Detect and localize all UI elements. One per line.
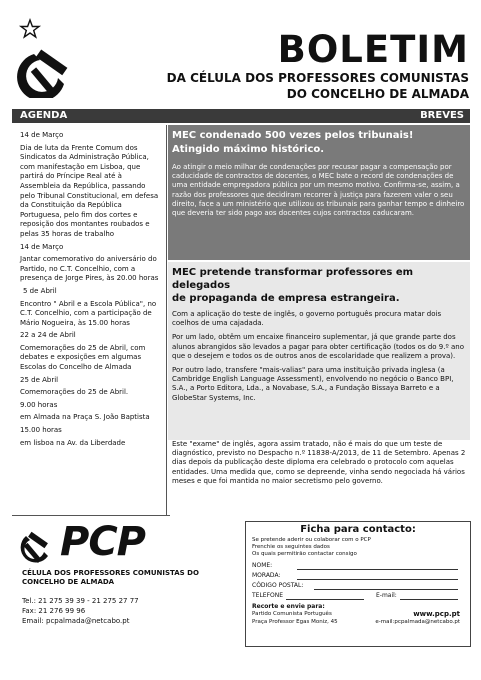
email-text: Email: pcpalmada@netcabo.pt xyxy=(22,617,130,625)
phone-line[interactable] xyxy=(286,599,364,600)
party-name: Partido Comunista Português xyxy=(252,611,332,617)
email-label: E-mail: xyxy=(376,592,397,599)
cell-name xyxy=(22,569,199,587)
form-option-1: Se pretende aderir ou colaborar com o PCP xyxy=(252,537,371,543)
agenda-text: Jantar comemorativo do aniversário do Partido, no C.T. Concelhio, com a presença de Jorge Pires, às 20.00 horas xyxy=(20,255,159,283)
agenda-date: 25 de Abril xyxy=(20,375,59,384)
cell-name-line1: CÉLULA DOS PROFESSORES COMUNISTAS DO xyxy=(22,569,199,577)
name-label: NOME: xyxy=(252,562,273,569)
agenda-date: 14 de Março xyxy=(20,242,64,251)
hammer-sickle-star-logo xyxy=(14,18,76,98)
breve-box-1 xyxy=(168,125,470,260)
divider xyxy=(12,515,170,516)
agenda-date: 9.00 horas xyxy=(20,400,58,409)
address-label: MORADA: xyxy=(252,572,281,579)
agenda-item xyxy=(20,243,162,284)
agenda-date: 5 de Abril xyxy=(23,286,57,295)
breve2-paragraph: Por outro lado, transfere "mais-valias" para uma instituição privada inglesa (a Cambridge English Language Assessment), envolvendo no negócio o Banco BPI, S.A., a Porto Editora, Lda., a Novabase, S.A., a Fundação Bissaya Barreto e a GlobeStar Systems, Inc. xyxy=(172,366,454,402)
address-line[interactable] xyxy=(297,579,458,580)
breve2-paragraph: Por um lado, obtêm um encaixe financeiro suplementar, já que grande parte dos alunos abrangidos são levados a pagar para obter certificação (todos os do 9.º ano que o desejem e todos os de outros anos de escolaridade que realizem a prova). xyxy=(172,333,464,360)
agenda-text: Comemorações do 25 de Abril. xyxy=(20,388,129,397)
breve2-headline1: MEC pretende transformar professores em delegados xyxy=(172,267,414,291)
postal-code-label: CÓDIGO POSTAL: xyxy=(252,582,304,589)
breve-box-2-continued xyxy=(168,440,470,520)
pcp-logo-text: PCP xyxy=(60,519,145,565)
agenda-item xyxy=(20,401,162,423)
breve1-headline1: MEC condenado 500 vezes pelos tribunais! xyxy=(172,130,414,141)
agenda-text: em lisboa na Av. da Liberdade xyxy=(20,438,126,447)
breve2-headline2: de propaganda de empresa estrangeira. xyxy=(172,293,400,304)
agenda-text: Comemorações do 25 de Abril, com debates e exposições em algumas Escolas do Concelho de Almada xyxy=(20,343,146,372)
postal-code-field[interactable] xyxy=(252,581,464,591)
name-line[interactable] xyxy=(297,569,458,570)
agenda-date: 22 a 24 de Abril xyxy=(20,331,76,340)
section-bar xyxy=(12,109,470,123)
newsletter-subtitle-line1: DA CÉLULA DOS PROFESSORES COMUNISTAS xyxy=(166,71,469,85)
breve2-paragraph: Este "exame" de inglês, agora assim tratado, não é mais do que um teste de diagnóstico, previsto no Despacho n.º 11838-A/2013, de 11 de Setembro. Apenas 2 dias depois da publicação deste diploma era celebrado o protocolo com aquelas entidades. Uma medida que, como se depreende, vinha sendo negociada há vários meses e que foi mantida no maior secretismo pelo governo. xyxy=(172,440,466,485)
agenda-item xyxy=(20,287,162,328)
address-line2 xyxy=(252,618,464,626)
hammer-sickle-icon xyxy=(20,524,56,566)
address-line1 xyxy=(252,610,464,618)
agenda-item xyxy=(20,376,162,398)
address-field[interactable] xyxy=(252,571,464,581)
form-option-2: Frenchie os seguintes dados xyxy=(252,544,330,550)
postal-code-line[interactable] xyxy=(314,589,458,590)
phone-email-field[interactable] xyxy=(252,591,464,601)
email-line[interactable] xyxy=(400,599,458,600)
agenda-item xyxy=(20,426,162,448)
phone-label: TELEFONE xyxy=(252,592,284,599)
breve1-body: Ao atingir o meio milhar de condenações por recusar pagar a compensação por caducidade de contractos de docentes, o MEC bate o record de condenações de uma entidade empregadora pública por um mesmo motivo. Confirma-se, assim, a razão dos professores que decidiram recorrer à justiça para fazerem valer o seu direito, face a um ministério que utilizou os tribunais para ganhar tempo e dinheiro que deveria ter sido pago aos docentes cujos contractos caducaram. xyxy=(172,163,465,218)
cell-name-line2: CONCELHO DE ALMADA xyxy=(22,578,115,586)
agenda-column xyxy=(12,125,167,515)
agenda-text: Dia de luta da Frente Comum dos Sindicatos da Administração Pública, com manifestação em Lisboa, que partirá do Príncipe Real até à Assembleia da República, passando pelo Tribunal Constitucional, em defesa da Constituição da República Portuguesa, pelo fim dos cortes e reposição dos montantes roubados e pelas 35 horas de trabalho xyxy=(20,143,159,238)
newsletter-subtitle-line2: DO CONCELHO DE ALMADA xyxy=(286,87,469,101)
contact-info xyxy=(22,596,139,626)
form-option-3: Os quais permitirão contactar consigo xyxy=(252,551,357,557)
form-title: Ficha para contacto: xyxy=(300,524,416,535)
breve-box-2 xyxy=(168,262,470,440)
agenda-heading: AGENDA xyxy=(20,110,68,121)
send-instruction: Recorte e envie para: xyxy=(252,603,325,610)
phone-text: Tel.: 21 275 39 39 - 21 275 27 77 xyxy=(22,597,139,605)
website-link[interactable]: www.pcp.pt xyxy=(413,610,460,618)
name-field[interactable] xyxy=(252,561,464,571)
breve2-paragraph: Com a aplicação do teste de inglês, o governo português procura matar dois coelhos de uma cajadada. xyxy=(172,310,442,328)
breve1-headline2: Atingido máximo histórico. xyxy=(172,144,325,155)
fax-text: Fax: 21 276 99 96 xyxy=(22,607,86,615)
breves-heading: BREVES xyxy=(420,110,464,121)
agenda-date: 14 de Março xyxy=(20,131,64,139)
agenda-item xyxy=(20,331,162,372)
agenda-item xyxy=(20,131,162,240)
form-email-address[interactable]: e-mail:pcpalmada@netcabo.pt xyxy=(375,619,460,625)
contact-form xyxy=(245,521,471,647)
agenda-date: 15.00 horas xyxy=(20,426,62,435)
agenda-text: em Almada na Praça S. João Baptista xyxy=(20,413,150,422)
street-address: Praça Professor Egas Moniz, 45 xyxy=(252,619,338,625)
agenda-text: Encontro " Abril e a Escola Pública", no C.T. Concelhio, com a participação de Mário Nogueira, às 15.00 horas xyxy=(20,299,157,327)
newsletter-title: BOLETIM xyxy=(277,28,469,71)
